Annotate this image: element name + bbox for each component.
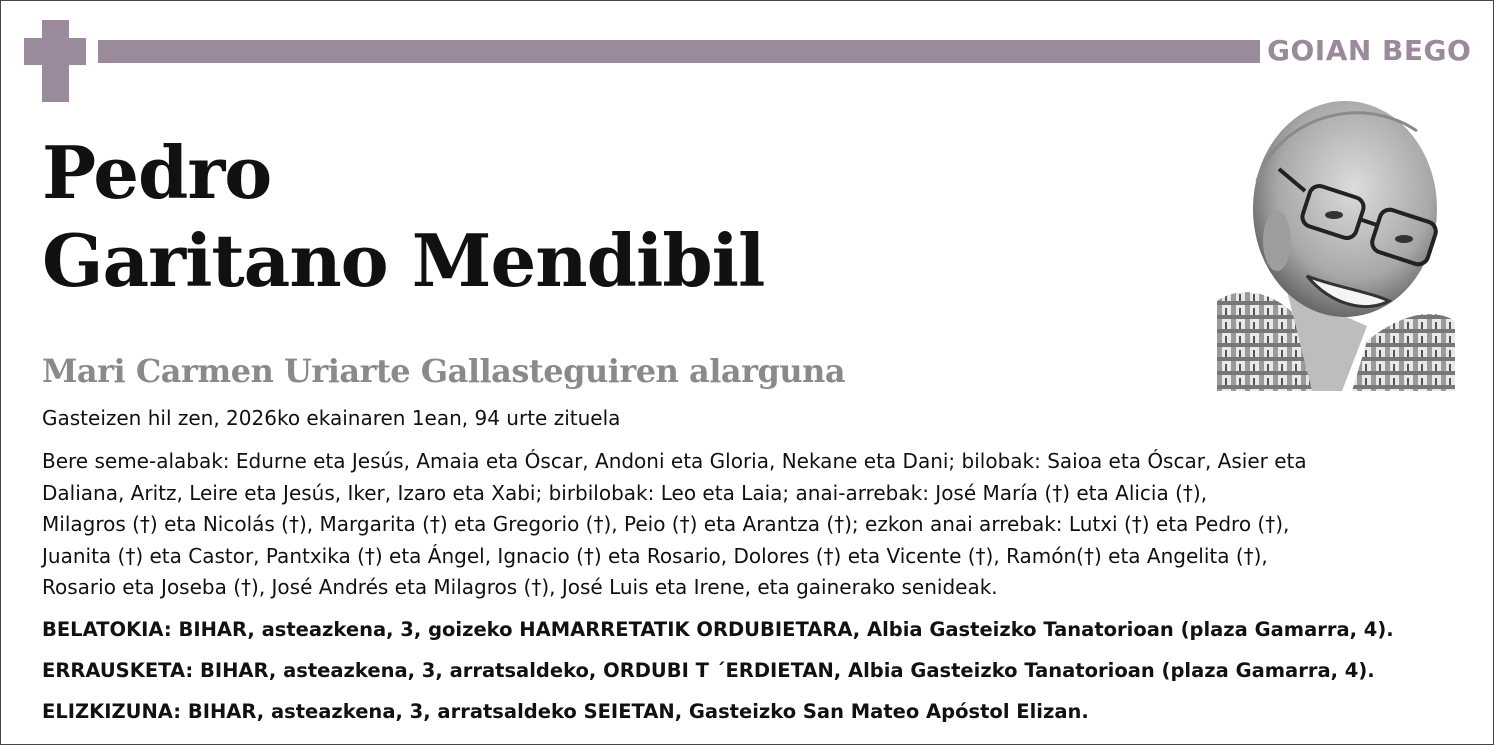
family-line: Rosario eta Joseba (†), José Andrés eta Milagros (†), José Luis eta Irene, eta gainerako senideak.: [42, 575, 998, 599]
portrait-photo: [1217, 91, 1455, 391]
funeral-info: ELIZKIZUNA: BIHAR, asteazkena, 3, arratsaldeko SEIETAN, Gasteizko San Mateo Apóstol Elizan.: [42, 700, 1089, 723]
family-line: Juanita (†) eta Castor, Pantxika (†) eta Ángel, Ignacio (†) eta Rosario, Dolores (†) eta Vicente (†), Ramón(†) eta Angelita (†),: [42, 543, 1268, 568]
widow-relation: Mari Carmen Uriarte Gallasteguiren alarguna: [42, 352, 846, 390]
header-place-label: GOIAN BEGO: [1267, 34, 1472, 67]
deceased-surnames: Garitano Mendibil: [42, 218, 765, 303]
family-line: Daliana, Aritz, Leire eta Jesús, Iker, Izaro eta Xabi; birbilobak: Leo eta Laia; anai-arrebak: José María (†) eta Alicia (†),: [42, 480, 1208, 505]
death-info: Gasteizen hil zen, 2026ko ekainaren 1ean, 94 urte zituela: [42, 406, 621, 430]
wake-info: BELATOKIA: BIHAR, asteazkena, 3, goizeko HAMARRETATIK ORDUBIETARA, Albia Gasteizko Tanatorioan (plaza Gamarra, 4).: [42, 618, 1394, 641]
cross-icon-horizontal: [24, 38, 86, 65]
header-rule: [98, 40, 1258, 63]
deceased-first-name: Pedro: [42, 130, 272, 215]
cremation-info: ERRAUSKETA: BIHAR, asteazkena, 3, arratsaldeko, ORDUBI T ´ERDIETAN, Albia Gasteizko Tanatorioan (plaza Gamarra, 4).: [42, 659, 1375, 682]
service-events: [42, 609, 1472, 732]
family-list: [42, 446, 1462, 604]
family-line: Bere seme-alabak: Edurne eta Jesús, Amaia eta Óscar, Andoni eta Gloria, Nekane eta Dani; bilobak: Saioa eta Óscar, Asier eta: [42, 449, 1307, 473]
header-rule-cap: [1253, 40, 1260, 63]
family-line: Milagros (†) eta Nicolás (†), Margarita (†) eta Gregorio (†), Peio (†) eta Arantza (†); ezkon anai arrebak: Lutxi (†) eta Pedro (†),: [42, 512, 1290, 536]
portrait-photo-image: [1217, 91, 1455, 391]
deceased-name: [42, 129, 764, 305]
